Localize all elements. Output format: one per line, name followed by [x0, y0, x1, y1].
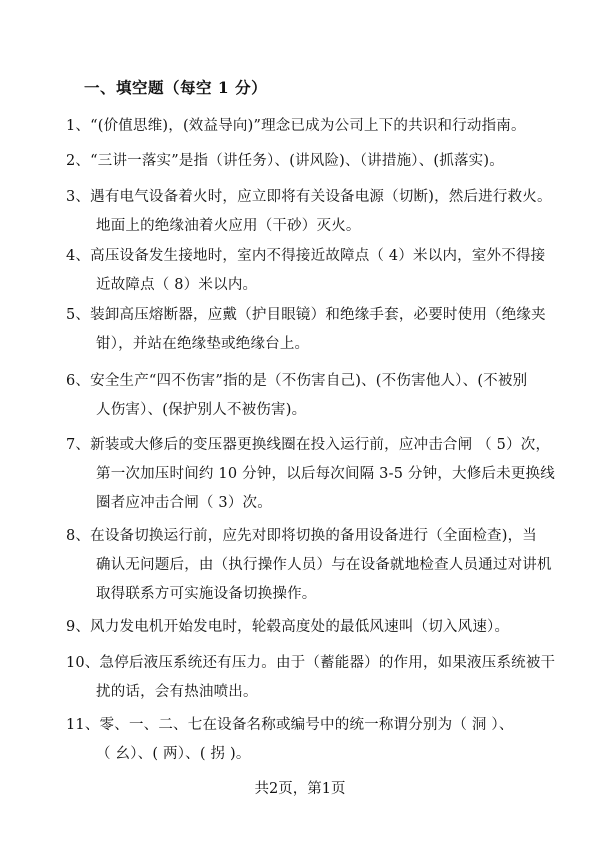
page-footer: 共2页，第1页: [254, 781, 346, 797]
question-7-line-2: 第一次加压时间约 10 分钟，以后每次间隔 3-5 分钟，大修后未更换线: [96, 466, 555, 482]
question-11-line-1: 11、零、一、二、七在设备名称或编号中的统一称谓分别为（ 洞 ）、: [66, 717, 514, 733]
question-10-line-2: 扰的话，会有热油喷出。: [96, 684, 258, 700]
question-11-line-2: （ 幺）、( 两）、( 拐 )。: [96, 746, 251, 762]
question-10-line-1: 10、急停后液压系统还有压力。由于（蓄能器）的作用，如果液压系统被干: [66, 655, 556, 671]
question-8-line-1: 8、在设备切换运行前，应先对即将切换的备用设备进行（全面检查)，当: [66, 528, 537, 544]
question-3-line-1: 3、遇有电气设备着火时，应立即将有关设备电源（切断)，然后进行救火。: [66, 189, 552, 205]
question-5-line-1: 5、装卸高压熔断器，应戴（护目眼镜）和绝缘手套，必要时使用（绝缘夹: [66, 307, 546, 323]
question-1-line-1: 1、“(价值思维)，(效益导向)”理念已成为公司上下的共识和行动指南。: [66, 118, 526, 134]
question-7-line-3: 圈者应冲击合闸（ 3）次。: [96, 495, 272, 511]
question-4-line-1: 4、高压设备发生接地时，室内不得接近故障点（ 4）米以内，室外不得接: [66, 248, 546, 264]
question-8-line-2: 确认无问题后，由（执行操作人员）与在设备就地检查人员通过对讲机: [96, 557, 552, 573]
question-5-line-2: 钳），并站在绝缘垫或绝缘台上。: [96, 336, 310, 352]
question-8-line-3: 取得联系方可实施设备切换操作。: [96, 586, 317, 602]
question-4-line-2: 近故障点（ 8）米以内。: [96, 277, 258, 293]
question-7-line-1: 7、新装或大修后的变压器更换线圈在投入运行前，应冲击合闸 （ 5）次，: [66, 437, 551, 453]
question-2-line-1: 2、“三讲一落实”是指（讲任务）、(讲风险)、（讲措施）、(抓落实)。: [66, 153, 504, 169]
section-title: 一、填空题（每空 1 分）: [84, 78, 268, 97]
question-9-line-1: 9、风力发电机开始发电时，轮毂高度处的最低风速叫（切入风速）。: [66, 619, 510, 635]
question-6-line-2: 人伤害）、(保护别人不被伤害)。: [96, 402, 307, 418]
question-3-line-2: 地面上的绝缘油着火应用（干砂）灭火。: [96, 218, 361, 234]
question-6-line-1: 6、安全生产“四不伤害”指的是（不伤害自己)、(不伤害他人）、(不被别: [66, 373, 528, 389]
